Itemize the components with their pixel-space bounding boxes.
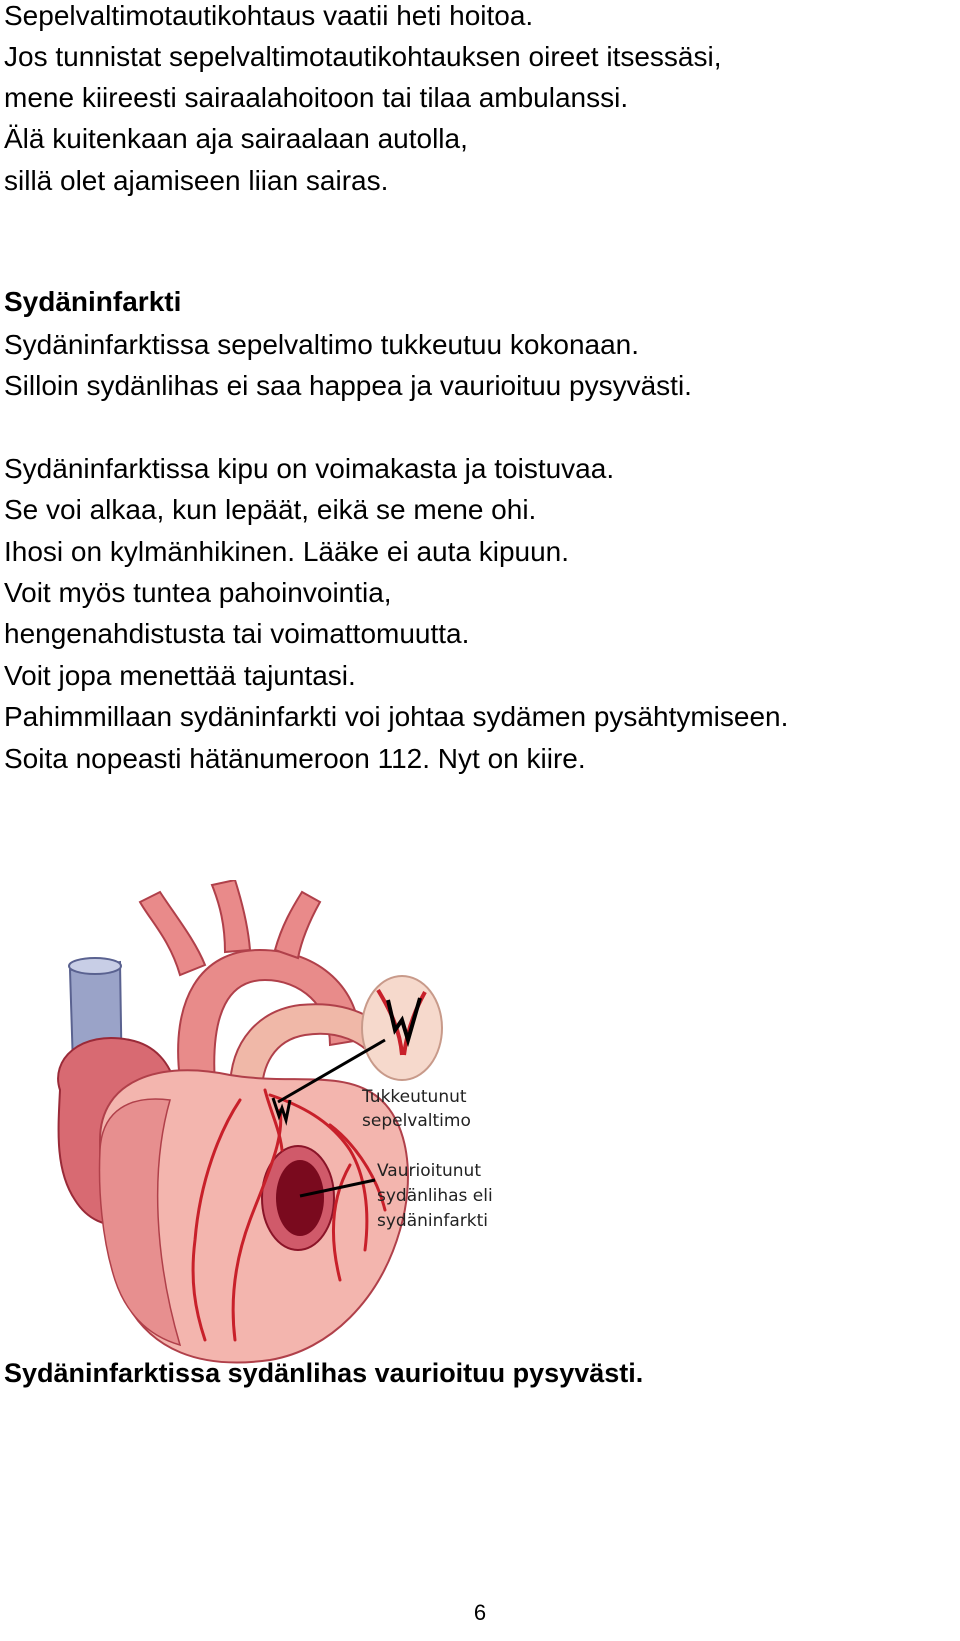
heart-illustration (30, 880, 560, 1380)
section-heading: Sydäninfarkti (4, 286, 182, 317)
label-damaged-2: sydänlihas eli (377, 1186, 493, 1206)
para2-line-5: hengenahdistusta tai voimattomuutta. (4, 618, 470, 649)
vena-cava-top (69, 958, 121, 974)
aorta-branch-3 (275, 892, 320, 958)
para2-line-8: Soita nopeasti hätänumeroon 112. Nyt on kiire. (4, 743, 586, 774)
infarct-core (276, 1160, 324, 1236)
para1-line-1: Sydäninfarktissa sepelvaltimo tukkeutuu kokonaan. (4, 329, 640, 360)
aorta-branch-2 (212, 880, 250, 952)
para2-line-6: Voit jopa menettää tajuntasi. (4, 660, 356, 691)
page-number: 6 (473, 1600, 487, 1625)
label-blocked-1: Tukkeutunut (362, 1087, 467, 1107)
intro-line-1: Sepelvaltimotautikohtaus vaatii heti hoitoa. (4, 0, 534, 31)
para2-line-1: Sydäninfarktissa kipu on voimakasta ja toistuvaa. (4, 453, 615, 484)
para2-line-2: Se voi alkaa, kun lepäät, eikä se mene ohi. (4, 494, 537, 525)
label-damaged-1: Vaurioitunut (377, 1161, 481, 1181)
label-damaged-3: sydäninfarkti (377, 1211, 489, 1231)
label-blocked-2: sepelvaltimo (362, 1111, 471, 1131)
intro-line-4: Älä kuitenkaan aja sairaalaan autolla, (4, 123, 468, 154)
intro-line-5: sillä olet ajamiseen liian sairas. (4, 165, 389, 196)
intro-line-3: mene kiireesti sairaalahoitoon tai tilaa ambulanssi. (4, 82, 629, 113)
para2-line-4: Voit myös tuntea pahoinvointia, (4, 577, 392, 608)
figure-caption: Sydäninfarktissa sydänlihas vaurioituu pysyvästi. (4, 1358, 644, 1388)
para2-line-7: Pahimmillaan sydäninfarkti voi johtaa sydämen pysähtymiseen. (4, 701, 789, 732)
aorta-branch-1 (140, 892, 205, 975)
zoom-inset (362, 976, 442, 1080)
para2-line-3: Ihosi on kylmänhikinen. Lääke ei auta kipuun. (4, 536, 570, 567)
intro-line-2: Jos tunnistat sepelvaltimotautikohtauksen oireet itsessäsi, (4, 41, 722, 72)
para1-line-2: Silloin sydänlihas ei saa happea ja vaurioituu pysyvästi. (4, 370, 692, 401)
